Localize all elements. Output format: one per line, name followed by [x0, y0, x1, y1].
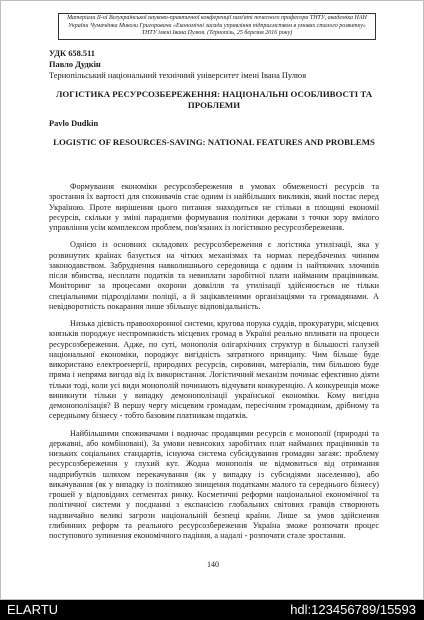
- title-en: LOGISTIC OF RESOURCES-SAVING: NATIONAL FEATURES AND PROBLEMS: [53, 137, 375, 147]
- affiliation: Тернопільський національний технічний університет імені Івана Пулюя: [49, 71, 307, 80]
- author-ua: Павло Дудкін: [49, 60, 101, 69]
- paragraph-1: Формування економіки ресурсозбереження в умовах обмеженості ресурсів та зростання їх вартості для споживачів стає одним із найбільших викликів, який постає перед Україною. Проте вирішення цього питання знаходиться не стільки в площині економії ресурсів, скільки у зміні парадигми формування політики держави з точки зору вмілого управління усім комплексом проблем, пов'язаних із логістикою ресурсозбереження.: [49, 182, 379, 232]
- paragraph-2: Однією із основних складових ресурсозбереження є логістика утилізації, яка у розвинутих країнах базується на чітких механізмах та нормах передбачених чинним законодавством. Забруднення навколишнього середовища є одним із найтяжчих злочинів після вбивства, несплати податків та невиплати заробітної плати найманим працівникам. Моніторинг за процесами охорони довкілля та утилізації здійснюється не тільки спеціальними підрозділами поліції, а й зацікавленими організаціями та громадянами. А невідворотність покарання лише збільшує відповідальність.: [49, 240, 379, 311]
- article-body: [49, 182, 379, 541]
- handle-link[interactable]: hdl:123456789/15593: [290, 602, 416, 617]
- page-number: 140: [207, 560, 219, 569]
- conference-header: Матеріали ІІ-ої Всеукраїнської науково-практичної конференції пам'яті почесного професора ТНТУ, академіка НАН України Чумачёнка Миколи Григоровича «Економічні засади управління підприємством в умовах сталого розвитку» ТНТУ імені Івана Пулюя. (Тернопіль, 25 березня 2016 року): [58, 13, 376, 40]
- author-en: Pavlo Dudkin: [49, 119, 99, 128]
- repository-name: ELARTU: [7, 602, 59, 617]
- udk-code: УДК 658.511: [49, 49, 95, 58]
- title-ua: ЛОГІСТИКА РЕСУРСОЗБЕРЕЖЕННЯ: НАЦІОНАЛЬНІ ОСОБЛИВОСТІ ТА ПРОБЛЕМИ: [55, 89, 373, 110]
- paragraph-4: Найбільшими споживачами і водночас продавцями ресурсів є монополії (природні та державні, або комбіновані). За умови невисоких заробітних плат найманих працівників та низьких соціальних стандартів, існуюча система субсидування громадян загаяє: проблему ресурсозбереження у глухий кут. Жодна монополія не відмовиться від отримання надприбутків шляхом перекачування (як у випадку із субсидіями населенню), або викачування (як у випадку із політикою знищення податками малого та середнього бізнесу) грошей у відповідних сегментах ринку. Косметичні реформи національної економічної та політичної системи у поєднанні з експансією глобальних світових гравців створюють надзвичайно великі загрози національній безпеці країни. Лише за умов здійснення глибинних реформ та реального ресурсозбереження Україна зможе розпочати процес поступового зупинення економічного падіння, а надалі - розпочати стале зростання.: [49, 428, 379, 540]
- paragraph-3: Низька дієвість правоохоронної системи, кругова порука суддів, прокуратури, місцевих князьків породжує неспроможність місцевих громад в Україні реально впливати на процеси ресурсозбереження. Адже, по суті, монополія олігархічних структур в більшості галузей національної економіки, породжує вигідність затратного принципу. Чим більше буде використано електроенергії, природних ресурсів, сировини, матеріалів, тим більшою буде пряма і непряма вигода від їх використання. Логістичний механізм починає ефективно діяти тільки тоді, коли усі види монополій починають відчувати конкуренцію. А конкуренція може виникнути тільки у випадку демонополізації української економіки. Кому вигідна демонополізація? В першу чергу місцевим громадам, пересічним громадянам, дрібному та середньому бізнесу - тобто базовим платникам податків.: [49, 319, 379, 421]
- repository-footer: [0, 600, 424, 620]
